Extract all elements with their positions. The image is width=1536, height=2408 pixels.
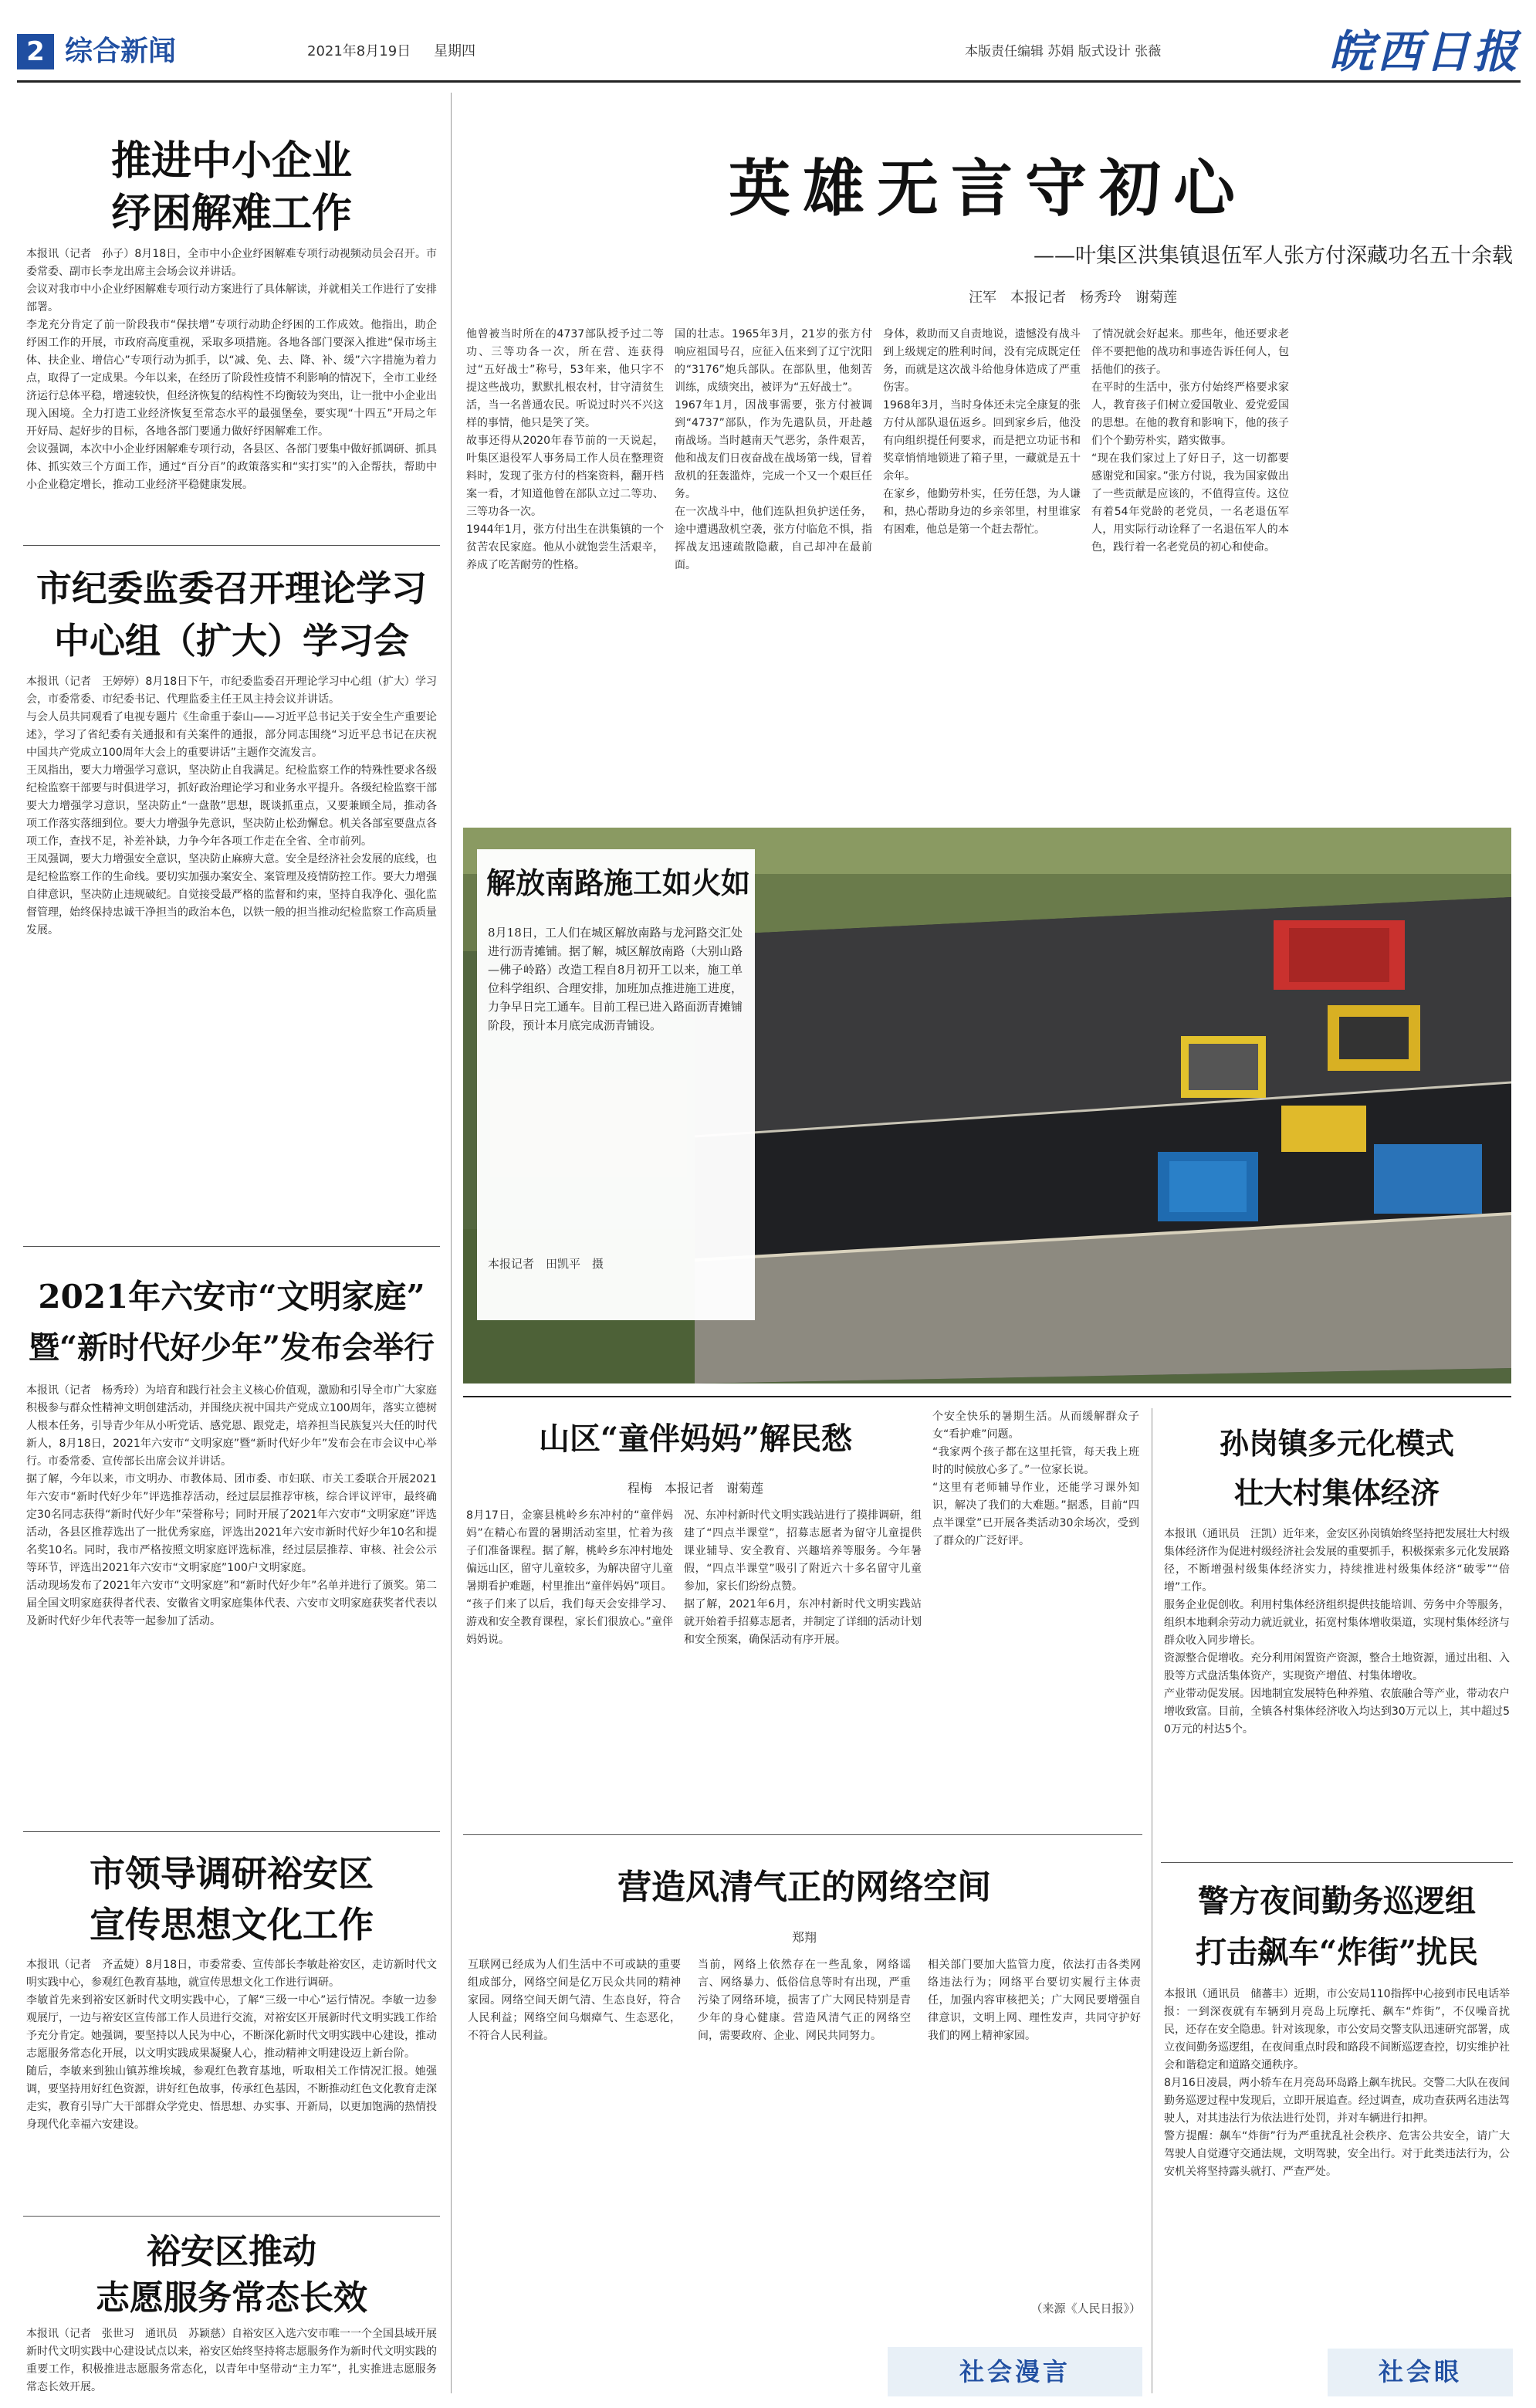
article-divider-1: [23, 545, 440, 546]
article-body-8: 互联网已经成为人们生活中不可或缺的重要组成部分，网络空间是亿万民众共同的精神家园。网络空间天朗气清、生态良好，符合人民利益；网络空间乌烟瘴气、生态恶化，不符合人民利益。 当前，网络上依然存在一些乱象，网络谣言、网络暴力、低俗信息等时有出现，严重污染了网络环境，损害了广大网民特别是青少年的身心健康。营造风清气正的网络空间，需要政府、企业、网民共同努力。 相关部门要加大监管力度，依法打击各类网络违法行为；网络平台要切实履行主体责任，加强内容审核把关；广大网民要增强自律意识，文明上网、理性发声，共同守护好我们的网上精神家园。: [468, 1959, 1141, 2042]
article-body-7: 本报讯（通讯员 汪凯）近年来，金安区孙岗镇始终坚持把发展壮大村级集体经济作为促进村级经济社会发展的重要抓手，积极探索多元化发展路径，不断增强村级集体经济实力，持续推进村级集体经济“破零”“倍增”工作。 服务企业促创收。利用村集体经济组织提供技能培训、劳务中介等服务，组织本地剩余劳动力就近就业，拓宽村集体增收渠道，实现村集体经济与群众收入同步增长。 资源整合促增收。充分利用闲置资产资源，整合土地资源，通过出租、入股等方式盘活集体资产，实现资产增值、村集体增收。 产业带动促发展。因地制宜发展特色种养殖、农旅融合等产业，带动农户增收致富。目前，全镇各村集体经济收入均达到30万元以上，其中超过50万元的村达5个。: [1164, 1528, 1510, 1736]
article-body-9: 本报讯（通讯员 储蕃丰）近期，市公安局110指挥中心接到市民电话举报：一到深夜就有车辆到月亮岛上玩摩托、飙车“炸街”，不仅噪音扰民，还存在安全隐患。针对该现象，市公安局交警支队迅速研究部署，成立夜间勤务巡逻组，在夜间重点时段和路段不间断巡逻查控，切实维护社会和谐稳定和道路交通秩序。 8月16日凌晨，两小轿车在月亮岛环岛路上飙车扰民。交警二大队在夜间勤务巡逻过程中发现后，立即开展追查。经过调查，成功查获两名违法驾驶人，对其违法行为依法进行处罚，并对车辆进行扣押。 警方提醒：飙车“炸街”行为严重扰乱社会秩序、危害公共安全，请广大驾驶人自觉遵守交通法规，文明驾驶，安全出行。对于此类违法行为，公安机关将坚持露头就打、严查严处。: [1164, 1988, 1510, 2178]
column-rule-left: [451, 93, 452, 2393]
article-body-4: 本报讯（记者 齐孟婕）8月18日，市委常委、宣传部长李敏赴裕安区，走访新时代文明实践中心，参观红色教育基地，就宣传思想文化工作进行调研。 李敏首先来到裕安区新时代文明实践中心，了解“三级一中心”运行情况。李敏一边参观展厅，一边与裕安区宣传部工作人员进行交流，对裕安区开展新时代文明实践工作给予充分肯定。她强调，要坚持以人民为中心，不断深化新时代文明实践中心建设，推动志愿服务常态化开展，以文明实践成果凝聚人心，推动精神文明建设迈上新台阶。 随后，李敏来到独山镇苏维埃城，参观红色教育基地，听取相关工作情况汇报。她强调，要坚持用好红色资源，讲好红色故事，传承红色基因，不断推动红色文化教育走深走实，教育引导广大干部群众学党史、悟思想、办实事、开新局，以更加饱满的热情投身现代化幸福六安建设。: [26, 1959, 437, 2131]
article-title-8: 营造风清气正的网络空间: [617, 1868, 991, 1907]
article-title-4-line-2: 宣传思想文化工作: [90, 1904, 374, 1946]
article-title-1-line-1: 推进中小企业: [110, 137, 352, 185]
mid-section-rule: [463, 1396, 1511, 1397]
article-divider-6: [463, 1834, 1142, 1835]
issue-weekday: 星期四: [434, 43, 475, 59]
article-divider-3: [23, 1831, 440, 1832]
feature-subtitle: ——叶集区洪集镇退伍军人张方付深藏功名五十余载: [1034, 244, 1513, 268]
feature-body-column-1: 他曾被当时所在的4737部队授予过二等功、三等功各一次，所在营、连获得过“五好战士”称号，53年来，他只字不提这些战功，默默扎根农村，甘守清贫生活，当一名普通农民。听说过时兴不兴这样的事情，他只是笑了笑。 故事还得从2020年春节前的一天说起，叶集区退役军人事务局工作人员在整理资料时，发现了张方付的档案资料，翻开档案一看，才知道他曾在部队立过二等功、三等功各一次。 1944年1月，张方付出生在洪集镇的一个贫苦农民家庭。他从小就饱尝生活艰辛，养成了吃苦耐劳的性格。: [466, 328, 664, 571]
feature-title: 英雄无言守初心: [729, 152, 1247, 225]
feature-body-column-5: [1300, 326, 1513, 820]
feature-body-column-2: 国的壮志。1965年3月，21岁的张方付响应祖国号召，应征入伍来到了辽宁沈阳的“3176”炮兵部队。在部队里，他刻苦训练，成绩突出，被评为“五好战士”。 1967年1月，因战事需要，张方付被调到“4737”部队，作为先遣队员，开赴越南战场。当时越南天气恶劣，条件艰苦，他和战友们日夜奋战在战场第一线，冒着敌机的狂轰滥炸，完成一个又一个艰巨任务。 在一次战斗中，他们连队担负护送任务，途中遭遇敌机空袭，张方付临危不惧，指挥战友迅速疏散隐蔽，自己却冲在最前面。: [675, 328, 872, 571]
article-title-2-line-2: 中心组（扩大）学习会: [54, 620, 409, 662]
article-body-6-column-2: 况、东冲村新时代文明实践站进行了摸排调研，组建了“四点半课堂”，招募志愿者为留守儿童提供课业辅导、安全教育、兴趣培养等服务。今年暑假，“四点半课堂”吸引了附近六十多名留守儿童参加，家长们纷纷点赞。 据了解，2021年6月，东冲村新时代文明实践站就开始着手招募志愿者，并制定了详细的活动计划和安全预案，确保活动有序开展。: [684, 1509, 922, 1646]
article-title-7-line-2: 壮大村集体经济: [1233, 1475, 1440, 1510]
article-body-6-column-3: 个安全快乐的暑期生活。从而缓解群众子女“看护难”问题。 “我家两个孩子都在这里托管，每天我上班时的时候放心多了。”一位家长说。 “这里有老师辅导作业，还能学习课外知识，解决了我们的大难题。”据悉，目前“四点半课堂”已开展各类活动30余场次，受到了群众的广泛好评。: [932, 1411, 1139, 1547]
article-divider-4: [23, 2216, 440, 2217]
article-title-3-line-1: 2021年六安市“文明家庭”: [38, 1278, 425, 1316]
header-rule: [17, 80, 1521, 83]
article-divider-7: [1161, 1862, 1513, 1863]
masthead-logo: 皖西日报: [1328, 25, 1521, 78]
photo-credit: 本报记者 田凯平 摄: [488, 1257, 604, 1271]
article-title-6: 山区“童伴妈妈”解民愁: [538, 1421, 852, 1457]
social-eye-label: 社会眼: [1378, 2357, 1462, 2386]
feature-body-column-4: 了情况就会好起来。那些年，他还要求老伴不要把他的战功和事迹告诉任何人，包括他们的孩子。 在平时的生活中，张方付始终严格要求家人，教育孩子们树立爱国敬业、爱党爱国的思想。在他的教育和影响下，他的孩子们个个勤劳朴实，踏实做事。 “现在我们家过上了好日子，这一切都要感谢党和国家。”张方付说，我为国家做出了一些贡献是应该的，不值得宣传。这位有着54年党龄的老党员，一名老退伍军人，用实际行动诠释了一名退伍军人的本色，践行着一名老党员的初心和使命。: [1091, 328, 1289, 554]
feature-body-column-3: 身体，救助而又自责地说，遗憾没有战斗到上级规定的胜利时间，没有完成既定任务，而就是这次战斗给他身体造成了严重伤害。 1968年3月，当时身体还未完全康复的张方付从部队退伍返乡。回到家乡后，他没有向组织提任何要求，而是把立功证书和奖章悄悄地锁进了箱子里，一藏就是五十余年。 在家乡，他勤劳朴实，任劳任怨，为人谦和，热心帮助身边的乡亲邻里，村里谁家有困难，他总是第一个赶去帮忙。: [883, 328, 1081, 536]
article-title-3-line-2: 暨“新时代好少年”发布会举行: [28, 1329, 435, 1366]
article-body-1: 本报讯（记者 孙子）8月18日，全市中小企业纾困解难专项行动视频动员会召开。市委常委、副市长李龙出席主会场会议并讲话。 会议对我市中小企业纾困解难专项行动方案进行了具体解读，并就相关工作进行了安排部署。 李龙充分肯定了前一阶段我市“保扶增”专项行动助企纾困的工作成效。他指出，助企纾困工作的开展，市政府高度重视，采取多项措施。各地各部门要深入推进“保市场主体、扶企业、增信心”专项行动为抓手，以“减、免、去、降、补、缓”六字措施为着力点，取得了一定成果。今年以来，在经历了阶段性疫情不利影响的情况下，全市工业经济运行总体平稳，增速较快，但经济恢复的结构性不均衡较为突出，让一批中小企业出现入困境。全力打造工业经济恢复至常态水平的最强堡垒，要实现“十四五”开局之年开好局、起好步的目标，各地各部门要通力做好纾困解难工作。 会议强调，本次中小企业纾困解难专项行动，各县区、各部门要集中做好抓调研、抓具体、抓实效三个方面工作，通过“百分百”的政策落实和“实打实”的入企帮扶，帮助中小企业稳定增长，推动工业经济平稳健康发展。: [26, 248, 437, 491]
article-title-5-line-2: 志愿服务常态长效: [96, 2278, 367, 2318]
feature-byline: 汪军 本报记者 杨秀玲 谢菊莲: [969, 290, 1177, 306]
article-body-2: 本报讯（记者 王婷婷）8月18日下午，市纪委监委召开理论学习中心组（扩大）学习会，市委常委、市纪委书记、代理监委主任王凤主持会议并讲话。 与会人员共同观看了电视专题片《生命重于泰山——习近平总书记关于安全生产重要论述》，学习了省纪委有关通报和有关案件的通报，部分同志围绕“习近平总书记在庆祝中国共产党成立100周年大会上的重要讲话”主题作交流发言。 王凤指出，要大力增强学习意识，坚决防止自我满足。纪检监察工作的特殊性要求各级纪检监察干部要与时俱进学习，抓好政治理论学习和业务水平提升。各级纪检监察干部要大力增强学习意识，坚决防止“一盘散”思想，既谈抓重点，又要兼顾全局，推动各项工作落实落细到位。要大力增强争先意识，坚决防止松劲懈怠。机关各部室要盘点各项工作，查找不足，补差补缺，力争今年各项工作走在全省、全市前列。 王凤强调，要大力增强安全意识，坚决防止麻痹大意。安全是经济社会发展的底线，也是纪检监察工作的生命线。要切实加强办案安全、案管理及疫情防控工作。要大力增强自律意识，坚决防止违规破纪。自觉接受最严格的监督和约束，坚持自我净化、强化监督管理，始终保持忠诚干净担当的政治本色，以铁一般的担当推动纪检监察工作高质量发展。: [26, 676, 437, 936]
photo-caption: 8月18日，工人们在城区解放南路与龙河路交汇处进行沥青摊铺。据了解，城区解放南路（大别山路—佛子岭路）改造工程自8月初开工以来，施工单位科学组织、合理安排，加班加点推进施工进度，力争早日完工通车。目前工程已进入路面沥青摊铺阶段，预计本月底完成沥青铺设。: [488, 926, 743, 1032]
article-title-9-line-2: 打击飙车“炸街”扰民: [1195, 1934, 1478, 1970]
article-title-1-line-2: 纾困解难工作: [110, 190, 352, 237]
photo-title: 解放南路施工如火如: [486, 865, 751, 900]
article-source-8: （来源《人民日报》）: [1030, 2301, 1141, 2315]
article-title-2-line-1: 市纪委监委召开理论学习: [36, 567, 427, 609]
article-title-5-line-1: 裕安区推动: [147, 2232, 316, 2271]
article-byline-6: 程梅 本报记者 谢菊莲: [627, 1481, 763, 1495]
social-commentary-label: 社会漫言: [959, 2357, 1071, 2386]
article-title-9-line-1: 警方夜间勤务巡逻组: [1198, 1883, 1476, 1919]
article-body-5: 本报讯（记者 张世习 通讯员 苏颖慈）自裕安区入选六安市唯一一个全国县域开展新时代文明实践中心建设试点以来，裕安区始终坚持将志愿服务作为新时代文明实践的重要工作，积极推进志愿服务常态化，以青年中坚带动“主力军”，扎实推进志愿服务常态长效开展。: [26, 2328, 437, 2393]
article-divider-2: [23, 1246, 440, 1247]
section-title: 综合新闻: [65, 36, 177, 67]
issue-date: 2021年8月19日: [307, 43, 411, 59]
article-body-3: 本报讯（记者 杨秀玲）为培育和践行社会主义核心价值观，激励和引导全市广大家庭积极参与群众性精神文明创建活动，并围绕庆祝中国共产党成立100周年，落实立德树人根本任务，引导青少年从小听党话、感党恩、跟党走，培养担当民族复兴大任的时代新人，8月18日，2021年六安市“文明家庭”暨“新时代好少年”发布会在市会议中心举行。市委常委、宣传部长出席会议并讲话。 据了解，今年以来，市文明办、市教体局、团市委、市妇联、市关工委联合开展2021年六安市“新时代好少年”评选推荐活动，经过层层推荐审核，综合评议评审，最终确定30名同志获得“新时代好少年”荣誉称号；同时开展了2021年六安市“文明家庭”评选活动，各县区推荐选出了一批优秀家庭，评选出2021年六安市新时代好少年10名和提名奖10名。同时，我市严格按照文明家庭评选标准，经过层层推荐、审核、社会公示等环节，评选出2021年六安市“文明家庭”100户文明家庭。 活动现场发布了2021年六安市“文明家庭”和“新时代好少年”名单并进行了颁奖。第二届全国文明家庭获得者代表、安徽省文明家庭集体代表、六安市文明家庭获奖者代表以及新时代好少年代表等一起参加了活动。: [26, 1384, 437, 1627]
page-number: 2: [26, 36, 45, 67]
article-title-7-line-1: 孙岗镇多元化模式: [1219, 1426, 1454, 1461]
article-byline-8: 郑翔: [791, 1930, 817, 1945]
editor-credits: 本版责任编辑 苏娟 版式设计 张薇: [965, 44, 1162, 59]
article-body-6-column-1: 8月17日，金寨县桃岭乡东冲村的“童伴妈妈”在精心布置的暑期活动室里，忙着为孩子们准备课程。据了解，桃岭乡东冲村地处偏远山区，留守儿童较多，为解决留守儿童暑期看护难题，村里推出“童伴妈妈”项目。 “孩子们来了以后，我们每天会安排学习、游戏和安全教育课程，家长们很放心。”童伴妈妈说。: [466, 1509, 673, 1646]
article-title-4-line-1: 市领导调研裕安区: [90, 1853, 374, 1895]
